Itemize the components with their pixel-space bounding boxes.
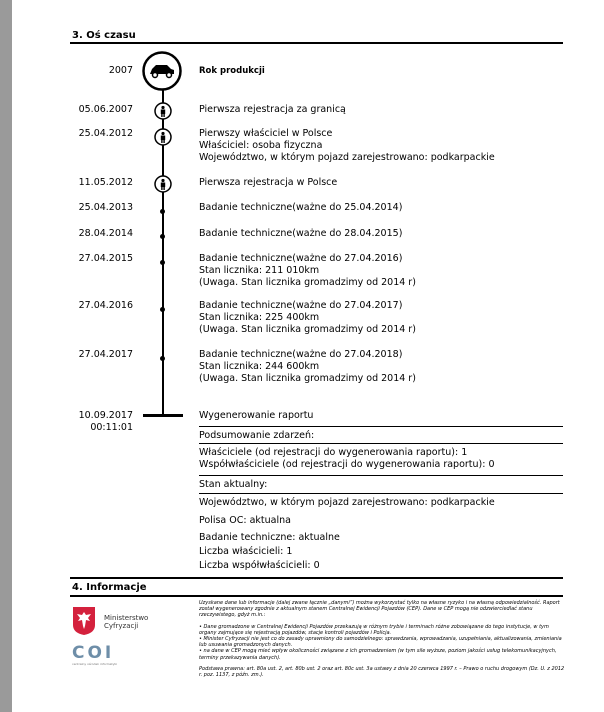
timeline-text: Pierwsza rejestracja za granicą (199, 104, 346, 115)
divider (199, 443, 563, 444)
timeline-end-bar (143, 414, 183, 417)
coi-logo (72, 644, 128, 666)
timeline-text: Właściciel: osoba fizyczna (199, 140, 323, 151)
divider (199, 493, 563, 494)
car-icon (142, 51, 182, 91)
person-icon (154, 102, 172, 120)
current-coowners: Liczba współwłaścicieli: 0 (199, 560, 320, 571)
divider (199, 475, 563, 476)
timeline-date: 25.04.2013 (78, 202, 133, 213)
timeline-date: 27.04.2015 (78, 253, 133, 264)
current-inspection: Badanie techniczne: aktualne (199, 532, 340, 543)
timeline-text: Rok produkcji (199, 66, 265, 76)
timeline-date: 11.05.2012 (78, 177, 133, 188)
report-date: 10.09.2017 (78, 410, 133, 421)
timeline-date: 25.04.2012 (78, 128, 133, 139)
timeline-date: 2007 (108, 65, 133, 76)
section-rule (70, 42, 563, 44)
timeline-dot (160, 234, 165, 239)
timeline-text: Stan licznika: 211 010km (199, 265, 320, 276)
timeline-date: 28.04.2014 (78, 228, 133, 239)
timeline-text: (Uwaga. Stan licznika gromadzimy od 2014 r) (199, 373, 416, 384)
timeline-text: Badanie techniczne(ważne do 27.04.2017) (199, 300, 403, 311)
timeline-text: Stan licznika: 225 400km (199, 312, 320, 323)
section-rule (70, 595, 563, 597)
timeline-text: Stan licznika: 244 600km (199, 361, 320, 372)
current-oc: Polisa OC: aktualna (199, 515, 291, 526)
coi-logo-subtext: centralny ośrodek informatyki (72, 662, 118, 666)
timeline-dot (160, 209, 165, 214)
coi-logo-text: COI (72, 643, 115, 663)
timeline-text: Badanie techniczne(ważne do 27.04.2016) (199, 253, 403, 264)
current-title: Stan aktualny: (199, 479, 268, 490)
timeline-text: Pierwsza rejestracja w Polsce (199, 177, 338, 188)
info-paragraph: • Minister Cyfryzacji nie jest co do zasady uprawniony do samodzielnego: sprawdzania, wprowadzania, uzupełniania, aktualizowania, zmieniania lub usuwania gromadzonych danych. (199, 636, 562, 649)
info-paragraph: • na dane w CEP mogą mieć wpływ okoliczności związane z ich gromadzeniem (w tym sile wyższe, poziom jakości usług telekomunikacyjnych, terminy przekazywania danych). (199, 648, 557, 661)
timeline-text: Badanie techniczne(ważne do 28.04.2015) (199, 228, 403, 239)
timeline-date: 05.06.2007 (78, 104, 133, 115)
ministry-line-1: Ministerstwo (104, 614, 149, 622)
timeline-dot (160, 260, 165, 265)
timeline-dot (160, 356, 165, 361)
ministry-name (104, 614, 148, 630)
info-paragraph: Podstawa prawna: art. 80a ust. 2, art. 80b ust. 2 oraz art. 80c ust. 3a ustawy z dnia 20 czerwca 1997 r. – Prawo o ruchu drogowym (Dz. U. z 2012 r. poz. 1137, z późn. zm.). (199, 665, 565, 679)
section-rule (70, 577, 563, 579)
report-time: 00:11:01 (90, 422, 133, 433)
timeline-text: Pierwszy właściciel w Polsce (199, 128, 333, 139)
timeline-date: 27.04.2017 (78, 349, 133, 360)
timeline-text: Badanie techniczne(ważne do 25.04.2014) (199, 202, 403, 213)
left-margin-bar (0, 0, 12, 712)
divider (199, 426, 563, 427)
ministry-line-2: Cyfryzacji (104, 622, 139, 630)
summary-owners: Właściciele (od rejestracji do wygenerowania raportu): 1 (199, 447, 468, 458)
current-owners: Liczba właścicieli: 1 (199, 546, 293, 557)
timeline-date: 27.04.2016 (78, 300, 133, 311)
info-paragraph: • Dane gromadzone w Centralnej Ewidencji Pojazdów przekazują w różnym trybie i terminach różne zobowiązane do tego instytucje, w tym organy zajmujące się rejestracją pojazdów, stacje kontroli pojazdów i Policja. (199, 623, 549, 636)
timeline-text: Województwo, w którym pojazd zarejestrowano: podkarpackie (199, 152, 495, 163)
person-icon (154, 128, 172, 146)
timeline-text: (Uwaga. Stan licznika gromadzimy od 2014 r) (199, 324, 416, 335)
current-voivodeship: Województwo, w którym pojazd zarejestrowano: podkarpackie (199, 497, 495, 508)
info-paragraph: Uzyskane dane lub informacje (dalej zwane łącznie „danymi”) można wykorzystać tylko na własne ryzyko i na własną odpowiedzialność. Raport został wygenerowany zgodnie z aktualnym stanem Centralnej Ewidencji Pojazdów (CEP). Dane w CEP mogą nie odzwierciedlać stanu rzeczywistego, gdyż m.in.: (199, 600, 560, 619)
timeline-text: (Uwaga. Stan licznika gromadzimy od 2014 r) (199, 277, 416, 288)
info-text (199, 600, 565, 683)
section-title-information: 4. Informacje (72, 582, 147, 593)
timeline-text: Badanie techniczne(ważne do 27.04.2018) (199, 349, 403, 360)
eagle-emblem-icon (72, 606, 96, 636)
report-label: Wygenerowanie raportu (199, 410, 314, 421)
timeline-dot (160, 307, 165, 312)
summary-title: Podsumowanie zdarzeń: (199, 430, 315, 441)
summary-coowners: Współwłaściciele (od rejestracji do wygenerowania raportu): 0 (199, 459, 495, 470)
person-icon (154, 175, 172, 193)
section-title-timeline: 3. Oś czasu (72, 30, 136, 41)
